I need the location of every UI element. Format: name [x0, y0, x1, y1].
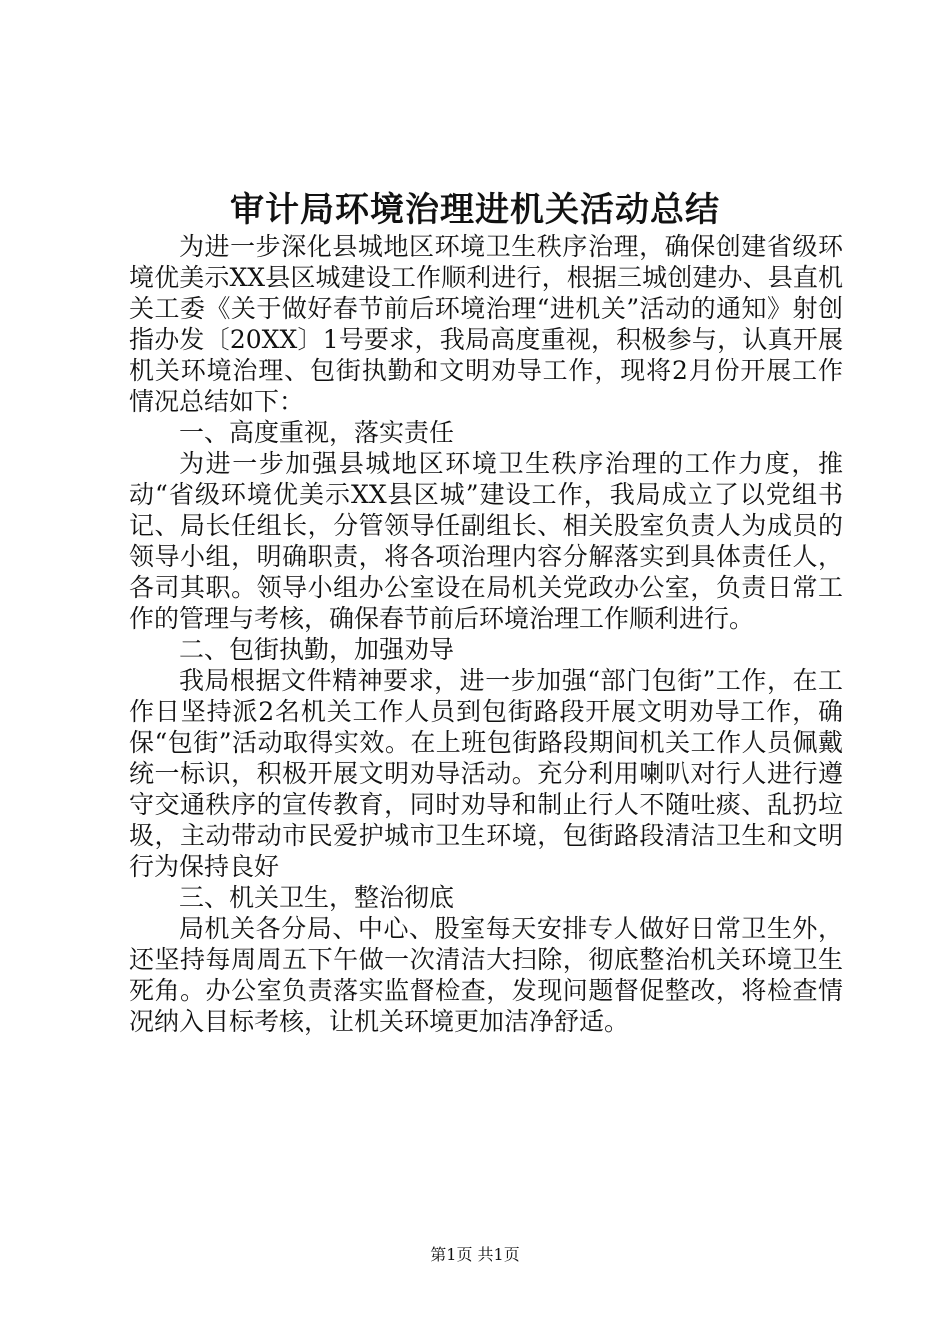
section-paragraph-3: 局机关各分局、中心、股室每天安排专人做好日常卫生外，还坚持每周周五下午做一次清洁大扫除，彻底整治机关环境卫生死角。办公室负责落实监督检查，发现问题督促整改，将检查情况纳入目标考核，让机关环境更加洁净舒适。: [129, 914, 843, 1036]
section-paragraph-1: 为进一步加强县城地区环境卫生秩序治理的工作力度，推动“省级环境优美示XX县区城”建设工作，我局成立了以党组书记、局长任组长，分管领导任副组长、相关股室负责人为成员的领导小组，明确职责，将各项治理内容分解落实到具体责任人，各司其职。领导小组办公室设在局机关党政办公室，负责日常工作的管理与考核，确保春节前后环境治理工作顺利进行。: [129, 449, 843, 633]
page-footer: 第1页 共1页: [430, 1245, 520, 1264]
section-paragraph-2: 我局根据文件精神要求，进一步加强“部门包街”工作，在工作日坚持派2名机关工作人员到包街路段开展文明劝导工作，确保“包街”活动取得实效。在上班包街路段期间机关工作人员佩戴统一标识，积极开展文明劝导活动。充分利用喇叭对行人进行遵守交通秩序的宣传教育，同时劝导和制止行人不随吐痰、乱扔垃圾，主动带动市民爱护城市卫生环境，包街路段清洁卫生和文明行为保持良好: [129, 666, 843, 881]
intro-paragraph: 为进一步深化县城地区环境卫生秩序治理，确保创建省级环境优美示XX县区城建设工作顺利进行，根据三城创建办、县直机关工委《关于做好春节前后环境治理“进机关”活动的通知》射创指办发〔20XX〕1号要求，我局高度重视，积极参与，认真开展机关环境治理、包街执勤和文明劝导工作，现将2月份开展工作情况总结如下：: [129, 232, 843, 416]
section-heading-3: 三、机关卫生，整治彻底: [179, 883, 455, 912]
document-body: [129, 231, 843, 1037]
document-title: 审计局环境治理进机关活动总结: [230, 190, 720, 230]
section-heading-2: 二、包街执勤，加强劝导: [179, 635, 455, 664]
section-heading-1: 一、高度重视，落实责任: [179, 418, 455, 447]
